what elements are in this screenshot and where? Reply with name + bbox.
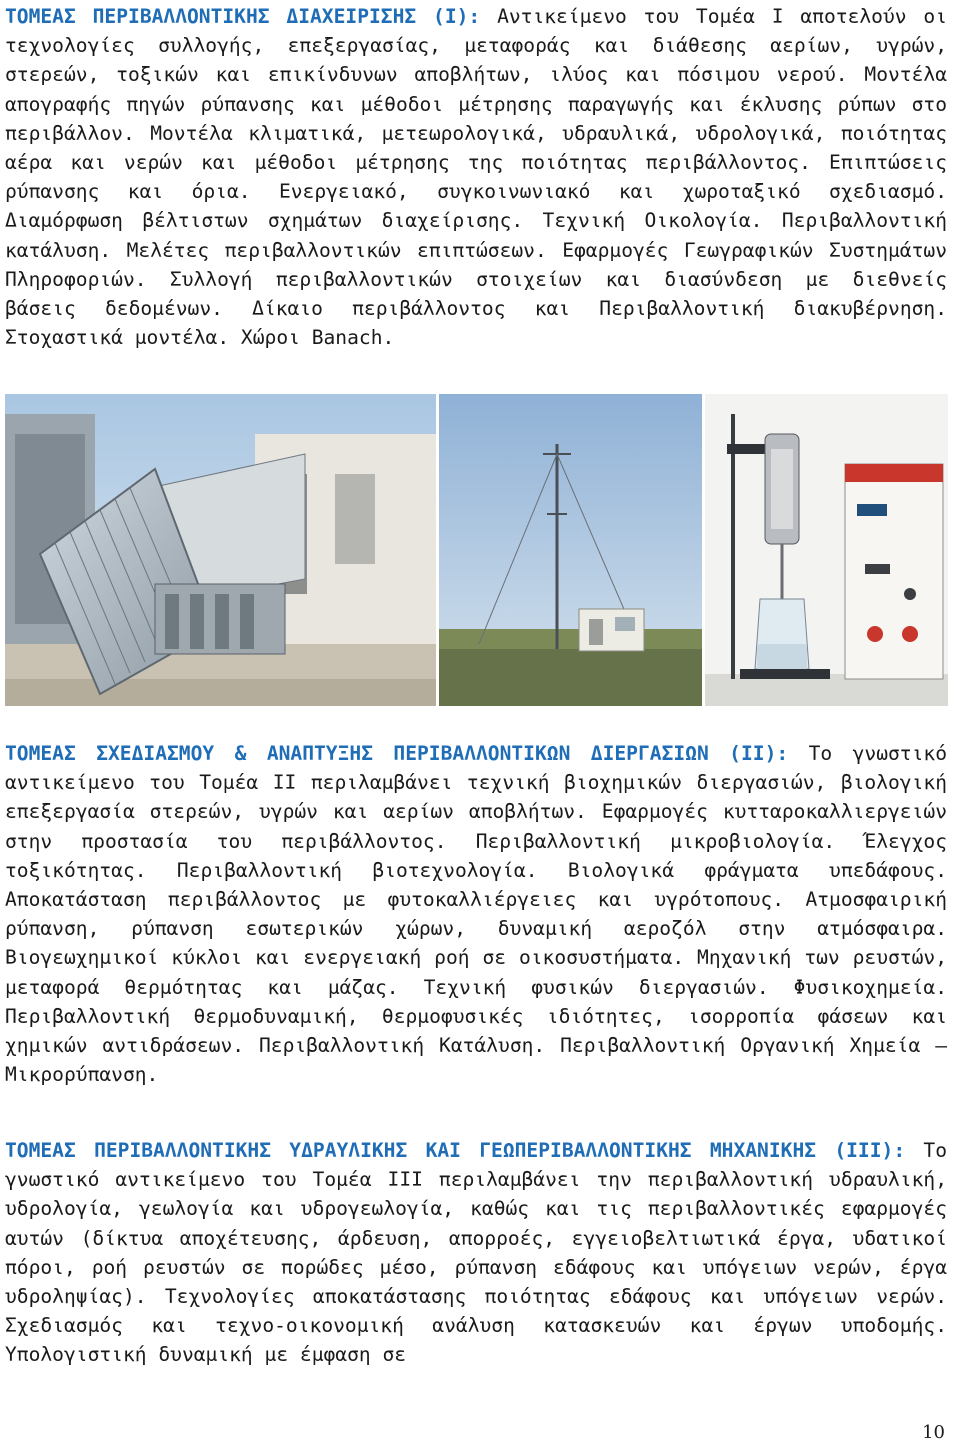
section-3-body: Το γνωστικό αντικείμενο του Τομέα ΙΙΙ περιλαμβάνει την περιβαλλοντική υδραυλική, υδρολογία, γεωλογία και υδρογεωλογία, καθώς και τις περιβαλλοντικές εφαρμογές αυτών (δίκτυα αποχέτευσης, άρδευση, απορροές, εγγειοβελτιωτικά έργα, υδατικοί πόροι, ροή ρευστών σε πορώδες μέσο, ρύπανση εδάφους και υπόγειων νερών, έργα υδροληψίας). Τεχνολογίες αποκατάστασης ποιότητας εδάφους και υπόγειων νερών. Σχεδιασμός και τεχνο-οικονομική ανάλυση κατασκευών και έργων υποδομής. Υπολογιστική δυναμική με έμφαση σε	[5, 1139, 948, 1367]
section-2	[5, 739, 947, 1089]
section-2-heading: ΤΟΜΕΑΣ ΣΧΕΔΙΑΣΜΟΥ & ΑΝΑΠΤΥΞΗΣ ΠΕΡΙΒΑΛΛΟΝΤΙΚΩΝ ΔΙΕΡΓΑΣΙΩΝ (ΙΙ):	[5, 742, 789, 765]
photo-strip	[5, 394, 948, 706]
solar-installation-photo	[5, 394, 436, 706]
section-2-body: Το γνωστικό αντικείμενο του Τομέα ΙΙ περιλαμβάνει τεχνική βιοχημικών διεργασιών, βιολογική επεξεργασία στερεών, υγρών και αερίων αποβλήτων. Εφαρμογές κυτταροκαλλιεργειών στην προστασία του περιβάλλοντος. Περιβαλλοντική μικροβιολογία. Έλεγχος τοξικότητας. Περιβαλλοντική βιοτεχνολογία. Βιολογικά φράγματα υπεδάφους. Αποκατάσταση περιβάλλοντος με φυτοκαλλιέργειες και υγρότοπους. Ατμοσφαιρική ρύπανση, ρύπανση εσωτερικών χώρων, δυναμική αεροζόλ στην ατμόσφαιρα. Βιογεωχημικοί κύκλοι και ενεργειακή ροή σε οικοσυστήματα. Μηχανική των ρευστών, μεταφορά θερμότητας και μάζας. Τεχνική φυσικών διεργασιών. Φυσικοχημεία. Περιβαλλοντική θερμοδυναμική, θερμοφυσικές ιδιότητες, ισορροπία φάσεων και χημικών αντιδράσεων. Περιβαλλοντική Κατάλυση. Περιβαλλοντική Οργανική Χημεία – Μικρορύπανση.	[5, 742, 947, 1087]
section-3	[5, 1136, 947, 1370]
weather-mast-photo	[439, 394, 702, 706]
section-3-heading: ΤΟΜΕΑΣ ΠΕΡΙΒΑΛΛΟΝΤΙΚΗΣ ΥΔΡΑΥΛΙΚΗΣ ΚΑΙ ΓΕΩΠΕΡΙΒΑΛΛΟΝΤΙΚΗΣ ΜΗΧΑΝΙΚΗΣ (ΙΙΙ):	[5, 1139, 906, 1162]
section-1	[5, 2, 947, 352]
section-1-body: Αντικείμενο του Τομέα Ι αποτελούν οι τεχνολογίες συλλογής, επεξεργασίας, μεταφοράς και διάθεσης αερίων, υγρών, στερεών, τοξικών και επικίνδυνων αποβλήτων, ιλύος και πόσιμου νερού. Μοντέλα απογραφής πηγών ρύπανσης και μέθοδοι μέτρησης παραγωγής και έκλυσης ρύπων στο περιβάλλον. Μοντέλα κλιματικά, μετεωρολογικά, υδραυλικά, υδρολογικά, ποιότητας αέρα και νερών και μέθοδοι μέτρησης της ποιότητας περιβάλλοντος. Επιπτώσεις ρύπανσης και όρια. Ενεργειακό, συγκοινωνιακό και χωροταξικό σχεδιασμό. Διαμόρφωση βέλτιστων σχημάτων διαχείρισης. Τεχνική Οικολογία. Περιβαλλοντική κατάλυση. Μελέτες περιβαλλοντικών επιπτώσεων. Εφαρμογές Γεωγραφικών Συστημάτων Πληροφοριών. Συλλογή περιβαλλοντικών στοιχείων και διασύνδεση με διεθνείς βάσεις δεδομένων. Δίκαιο περιβάλλοντος και Περιβαλλοντική διακυβέρνηση. Στοχαστικά μοντέλα. Χώροι Banach.	[5, 5, 947, 350]
section-1-heading: ΤΟΜΕΑΣ ΠΕΡΙΒΑΛΛΟΝΤΙΚΗΣ ΔΙΑΧΕΙΡΙΣΗΣ (Ι):	[5, 5, 481, 28]
page-number: 10	[922, 1422, 945, 1443]
lab-equipment-photo	[705, 394, 948, 706]
